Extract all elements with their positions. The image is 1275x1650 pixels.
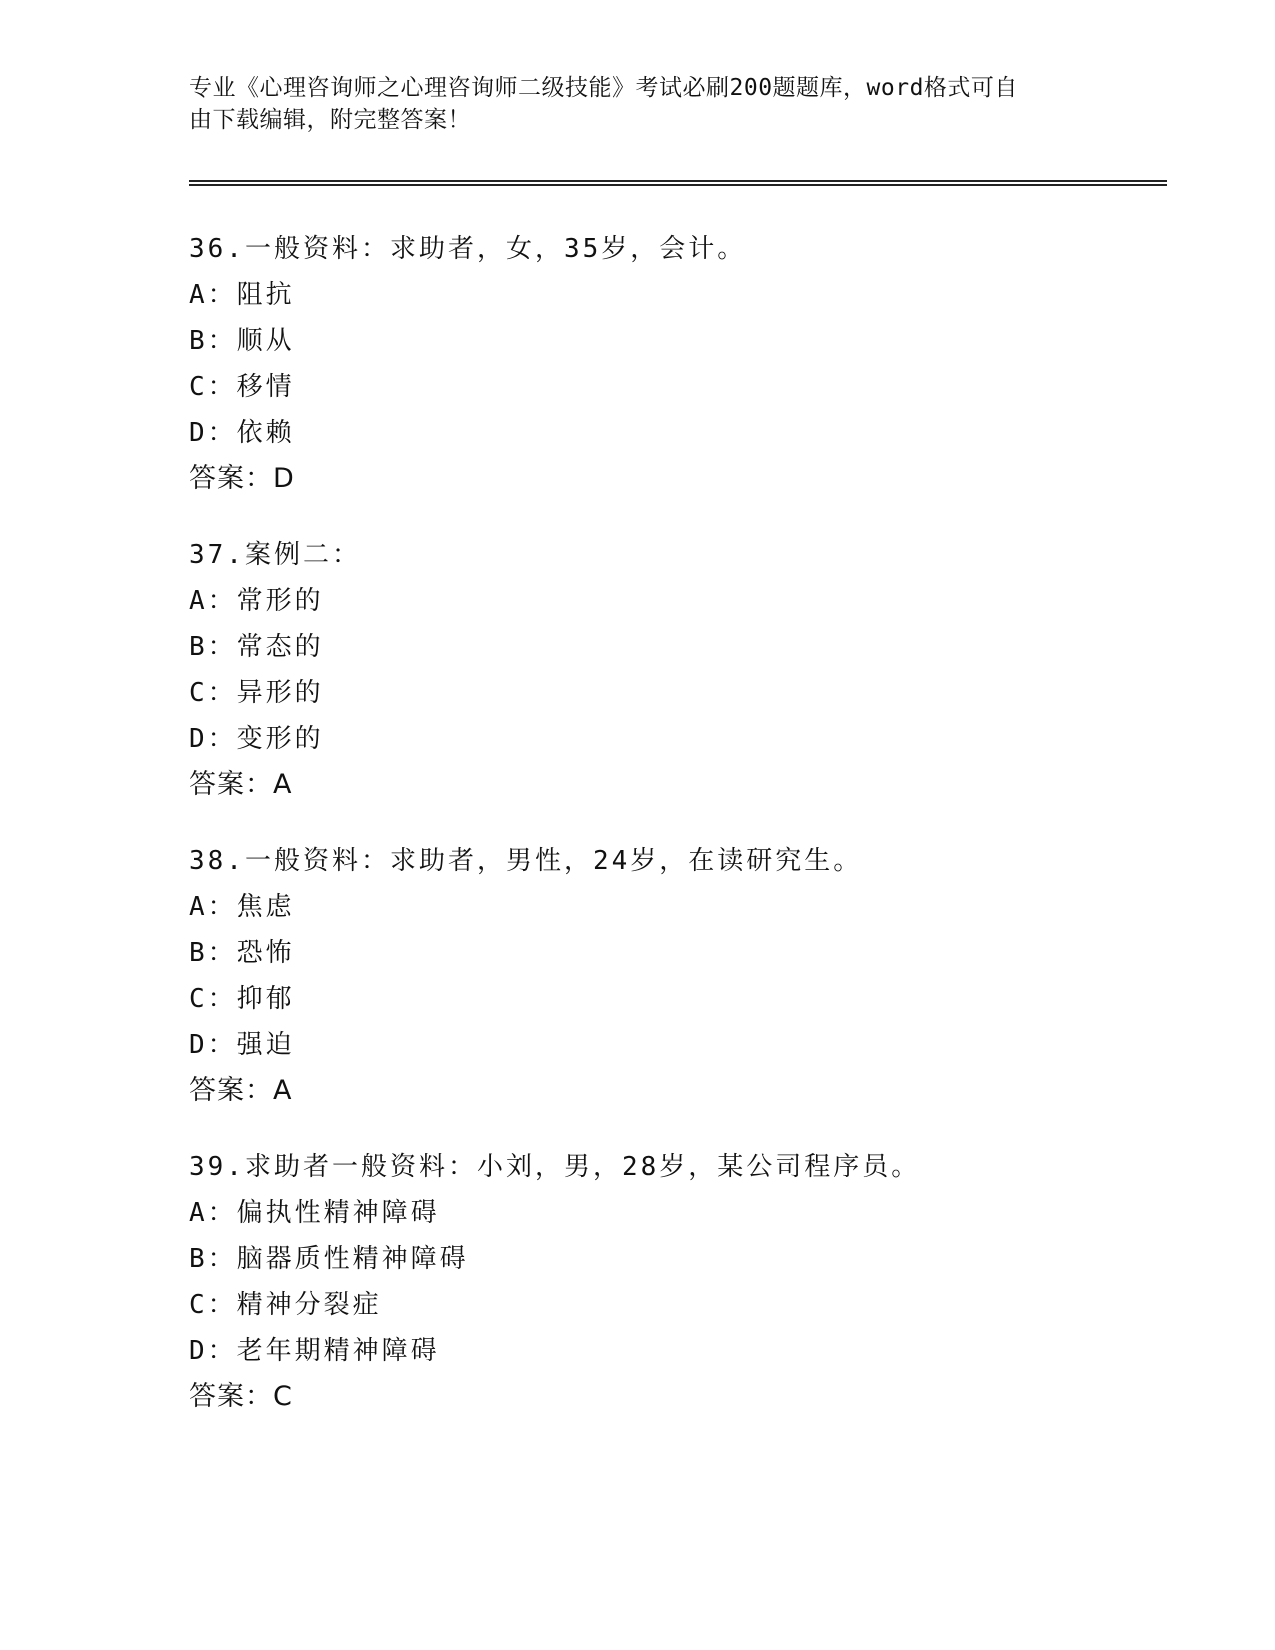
answer-label: 答案：C bbox=[189, 1381, 293, 1412]
option-c: C：异形的 bbox=[189, 678, 324, 708]
document-header bbox=[189, 72, 1089, 136]
option-a: A：阻抗 bbox=[189, 280, 295, 310]
question-36 bbox=[189, 226, 1139, 502]
question-title: 36.一般资料：求助者，女，35岁，会计。 bbox=[189, 234, 747, 264]
option-d: D：老年期精神障碍 bbox=[189, 1336, 440, 1366]
option-a: A：焦虑 bbox=[189, 892, 295, 922]
question-39 bbox=[189, 1144, 1139, 1420]
question-title: 38.一般资料：求助者，男性，24岁，在读研究生。 bbox=[189, 846, 863, 876]
option-c: C：抑郁 bbox=[189, 984, 295, 1014]
option-b: B：顺从 bbox=[189, 326, 295, 356]
question-title: 39.求助者一般资料：小刘，男，28岁，某公司程序员。 bbox=[189, 1152, 921, 1182]
option-b: B：常态的 bbox=[189, 632, 324, 662]
answer-label: 答案：D bbox=[189, 463, 295, 494]
option-b: B：恐怖 bbox=[189, 938, 295, 968]
option-c: C：移情 bbox=[189, 372, 295, 402]
option-d: D：依赖 bbox=[189, 418, 295, 448]
question-38 bbox=[189, 838, 1139, 1114]
header-line-1: 专业《心理咨询师之心理咨询师二级技能》考试必刷200题题库，word格式可自 bbox=[189, 75, 1018, 101]
question-title: 37.案例二： bbox=[189, 540, 361, 570]
option-d: D：变形的 bbox=[189, 724, 324, 754]
option-b: B：脑器质性精神障碍 bbox=[189, 1244, 469, 1274]
option-a: A：常形的 bbox=[189, 586, 324, 616]
header-divider bbox=[189, 180, 1167, 186]
option-a: A：偏执性精神障碍 bbox=[189, 1198, 440, 1228]
option-c: C：精神分裂症 bbox=[189, 1290, 382, 1320]
option-d: D：强迫 bbox=[189, 1030, 295, 1060]
answer-label: 答案：A bbox=[189, 769, 293, 800]
header-line-2: 由下载编辑，附完整答案！ bbox=[189, 107, 471, 133]
question-37 bbox=[189, 532, 1139, 808]
answer-label: 答案：A bbox=[189, 1075, 293, 1106]
